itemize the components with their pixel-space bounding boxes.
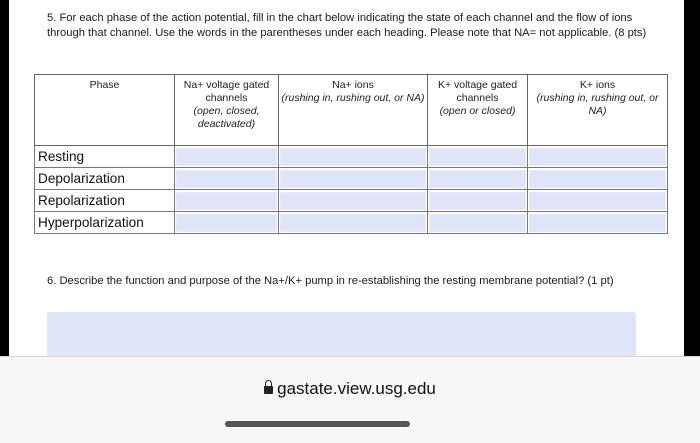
phase-label: Hyperpolarization bbox=[35, 212, 175, 234]
phase-label: Depolarization bbox=[35, 168, 175, 190]
header-na-channels: Na+ voltage gated channels (open, closed, deactivated) bbox=[175, 75, 279, 146]
table-row bbox=[35, 212, 668, 234]
url-text: gastate.view.usg.edu bbox=[277, 379, 436, 398]
phase-label: Resting bbox=[35, 146, 175, 168]
document-page bbox=[9, 0, 684, 356]
header-na-ions: Na+ ions (rushing in, rushing out, or NA) bbox=[279, 75, 428, 146]
header-na-ions-hint: (rushing in, rushing out, or NA) bbox=[281, 92, 425, 104]
action-potential-table bbox=[34, 74, 668, 234]
url-display[interactable] bbox=[0, 379, 700, 399]
answer-field[interactable] bbox=[529, 192, 666, 210]
answer-field[interactable] bbox=[280, 192, 426, 210]
table-header-row bbox=[35, 75, 668, 146]
table-row bbox=[35, 190, 668, 212]
left-edge bbox=[0, 0, 9, 356]
answer-field[interactable] bbox=[176, 148, 277, 166]
answer-field[interactable] bbox=[280, 214, 426, 232]
answer-field[interactable] bbox=[429, 192, 526, 210]
home-indicator[interactable] bbox=[225, 421, 410, 427]
table-row bbox=[35, 146, 668, 168]
question-6-prompt: 6. Describe the function and purpose of the Na+/K+ pump in re-establishing the resting membrane potential? (1 pt) bbox=[47, 275, 614, 287]
header-na-channels-hint: (open, closed, deactivated) bbox=[193, 105, 260, 130]
browser-address-bar[interactable] bbox=[0, 356, 700, 443]
answer-field[interactable] bbox=[176, 170, 277, 188]
answer-field[interactable] bbox=[529, 214, 666, 232]
table-row bbox=[35, 168, 668, 190]
right-edge bbox=[684, 0, 700, 356]
header-k-ions: K+ ions (rushing in, rushing out, or NA) bbox=[528, 75, 668, 146]
question-6-answer-field[interactable] bbox=[47, 312, 636, 356]
answer-field[interactable] bbox=[529, 148, 666, 166]
header-k-ions-hint: (rushing in, rushing out, or NA) bbox=[536, 92, 659, 117]
answer-field[interactable] bbox=[280, 170, 426, 188]
header-phase: Phase bbox=[35, 75, 175, 146]
header-k-channels-hint: (open or closed) bbox=[439, 105, 516, 117]
answer-field[interactable] bbox=[429, 148, 526, 166]
answer-field[interactable] bbox=[176, 214, 277, 232]
answer-field[interactable] bbox=[429, 170, 526, 188]
header-k-channels: K+ voltage gated channels (open or closed) bbox=[428, 75, 528, 146]
answer-field[interactable] bbox=[176, 192, 277, 210]
answer-field[interactable] bbox=[429, 214, 526, 232]
phase-label: Repolarization bbox=[35, 190, 175, 212]
question-5-prompt: 5. For each phase of the action potential, fill in the chart below indicating the state of each channel and the flow of ions through that channel. Use the words in the parentheses under each heading. Please note that NA= not applicable. (8 pts) bbox=[47, 12, 647, 39]
answer-field[interactable] bbox=[529, 170, 666, 188]
answer-field[interactable] bbox=[280, 148, 426, 166]
lock-icon bbox=[264, 386, 273, 394]
